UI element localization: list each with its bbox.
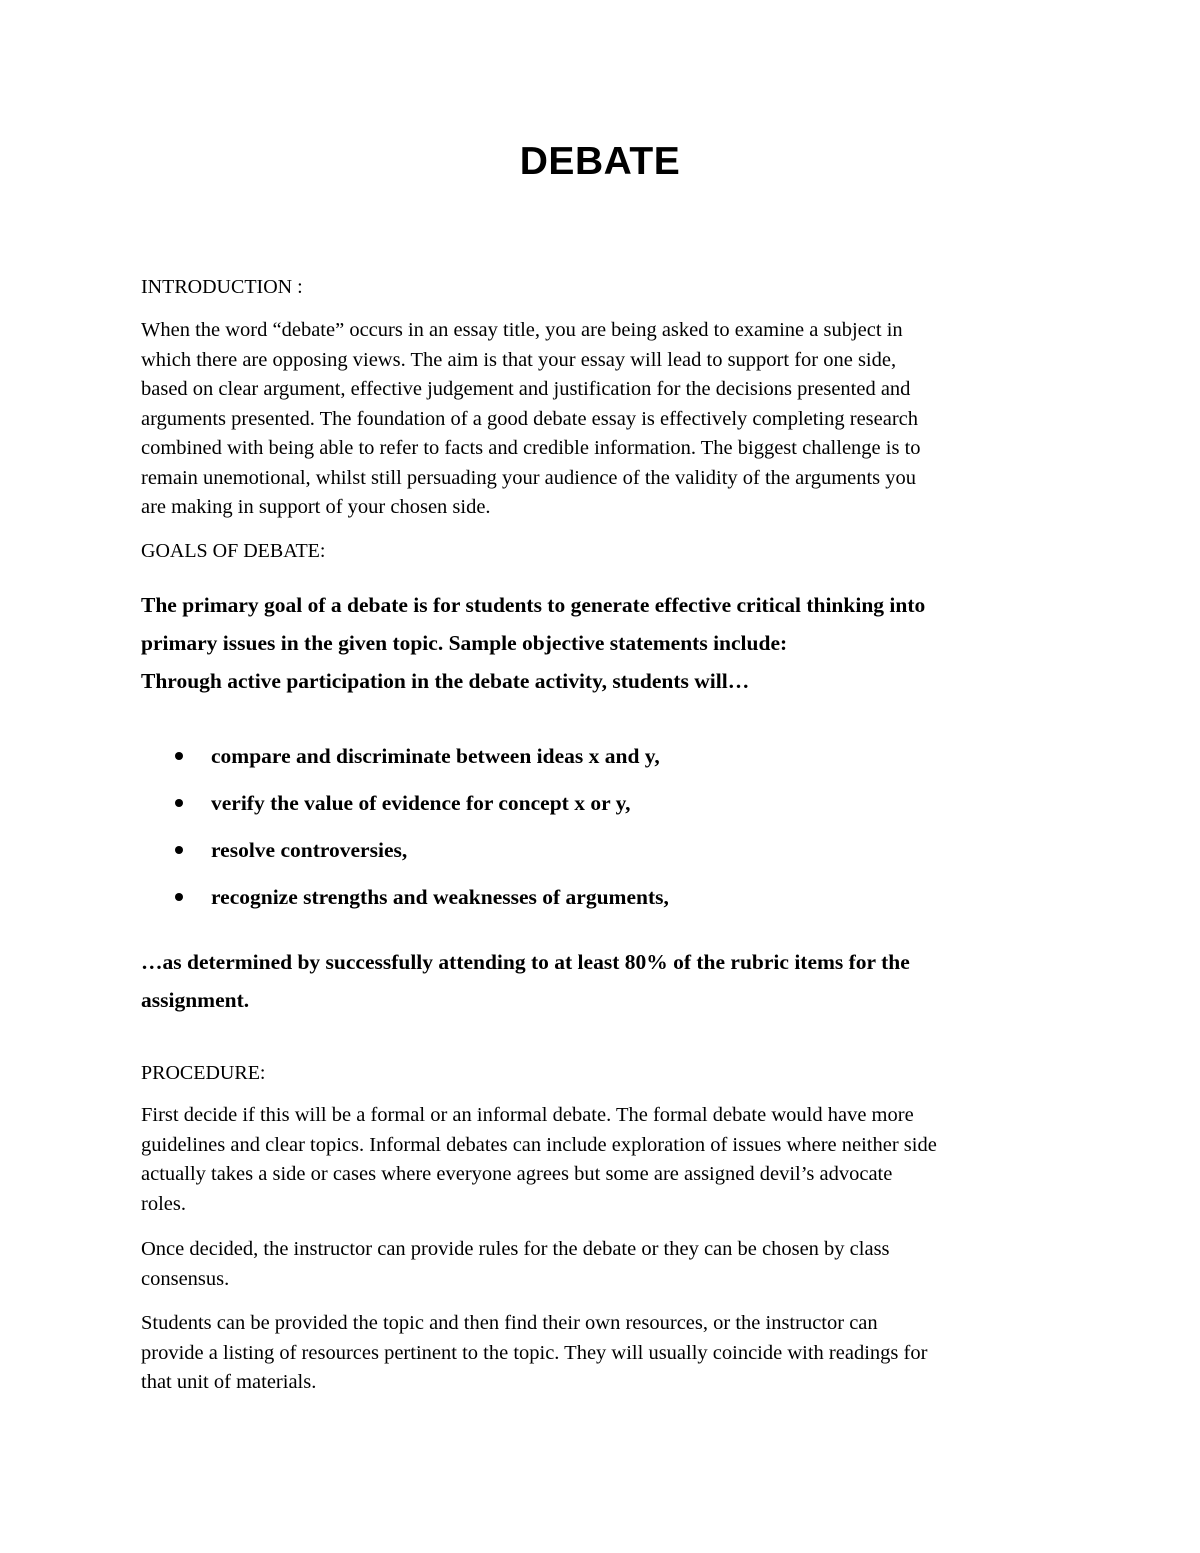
procedure-line: provide a listing of resources pertinent to the topic. They will usually coincide with readings for: [141, 1341, 928, 1364]
list-item-text: resolve controversies,: [211, 838, 408, 862]
bullet-icon: [175, 752, 183, 760]
goals-paragraph: [141, 586, 1061, 700]
intro-heading: INTRODUCTION :: [141, 276, 303, 298]
goals-heading: GOALS OF DEBATE:: [141, 540, 326, 562]
procedure-line: guidelines and clear topics. Informal debates can include exploration of issues where neither side: [141, 1133, 937, 1156]
procedure-paragraph-3: [141, 1309, 1061, 1398]
intro-line: which there are opposing views. The aim is that your essay will lead to support for one side,: [141, 348, 897, 371]
procedure-paragraph-1: [141, 1101, 1061, 1219]
intro-line: combined with being able to refer to facts and credible information. The biggest challenge is to: [141, 437, 921, 459]
procedure-line: First decide if this will be a formal or an informal debate. The formal debate would have more: [141, 1104, 914, 1126]
intro-line: arguments presented. The foundation of a good debate essay is effectively completing research: [141, 407, 919, 430]
objectives-list: [141, 736, 1041, 924]
list-item: [141, 830, 1041, 877]
procedure-paragraph-2: [141, 1235, 1061, 1294]
procedure-line: that unit of materials.: [141, 1371, 317, 1393]
list-item: [141, 877, 1041, 924]
list-item-text: compare and discriminate between ideas x and y,: [211, 744, 660, 768]
list-item: [141, 783, 1041, 830]
procedure-line: roles.: [141, 1192, 186, 1215]
procedure-line: consensus.: [141, 1267, 230, 1290]
procedure-line: Students can be provided the topic and then find their own resources, or the instructor can: [141, 1312, 878, 1334]
intro-line: based on clear argument, effective judgement and justification for the decisions presented and: [141, 378, 911, 400]
intro-paragraph: [141, 316, 1061, 523]
procedure-line: Once decided, the instructor can provide rules for the debate or they can be chosen by class: [141, 1238, 890, 1260]
conclusion-line: assignment.: [141, 988, 250, 1012]
procedure-heading: PROCEDURE:: [141, 1062, 266, 1084]
bullet-icon: [175, 799, 183, 807]
conclusion-paragraph: [141, 943, 1061, 1019]
procedure-line: actually takes a side or cases where everyone agrees but some are assigned devil’s advocate: [141, 1163, 893, 1185]
intro-line: remain unemotional, whilst still persuading your audience of the validity of the arguments you: [141, 466, 917, 489]
list-item-text: verify the value of evidence for concept x or y,: [211, 791, 631, 815]
conclusion-line: …as determined by successfully attending to at least 80% of the rubric items for the: [141, 950, 910, 974]
bullet-icon: [175, 846, 183, 854]
list-item-text: recognize strengths and weaknesses of arguments,: [211, 885, 669, 909]
goals-line: Through active participation in the debate activity, students will…: [141, 669, 750, 693]
goals-line: primary issues in the given topic. Sample objective statements include:: [141, 631, 788, 655]
goals-line: The primary goal of a debate is for students to generate effective critical thinking into: [141, 593, 926, 617]
intro-line: are making in support of your chosen side.: [141, 496, 491, 518]
document-title: DEBATE: [519, 140, 681, 183]
intro-line: When the word “debate” occurs in an essay title, you are being asked to examine a subject in: [141, 319, 903, 341]
list-item: [141, 736, 1041, 783]
bullet-icon: [175, 893, 183, 901]
